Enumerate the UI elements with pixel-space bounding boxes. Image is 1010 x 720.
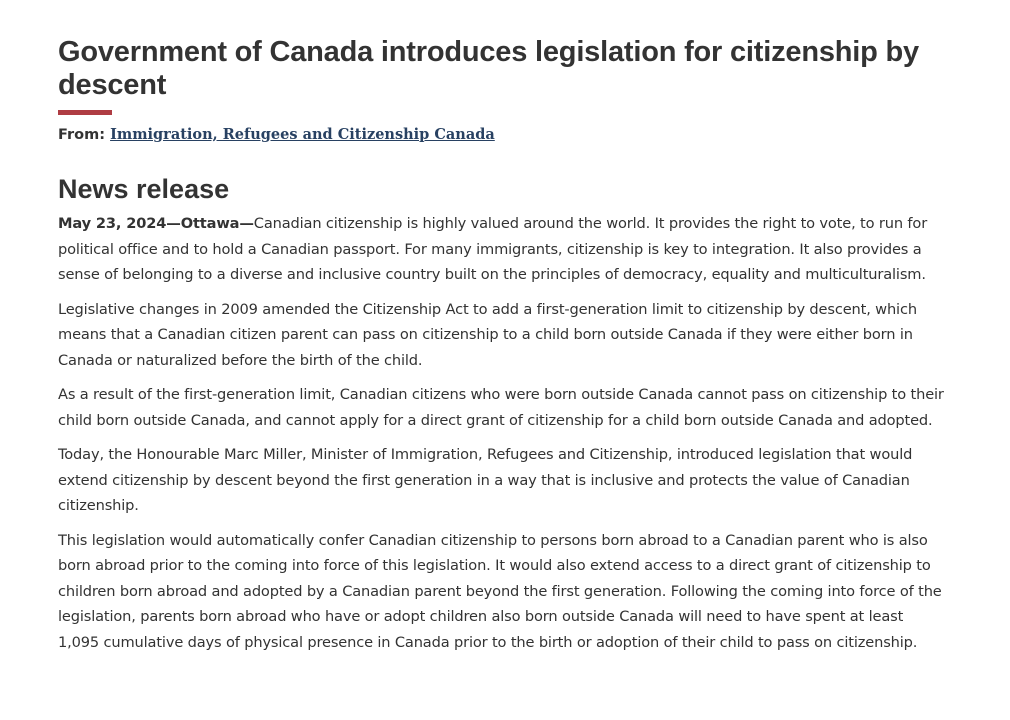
article-body	[58, 211, 948, 655]
paragraph-3: As a result of the first-generation limit, Canadian citizens who were born outside Canada cannot pass on citizenship to their child born outside Canada, and cannot apply for a direct grant of citizenship for a child born outside Canada and adopted.	[58, 386, 944, 429]
from-label: From:	[58, 127, 105, 143]
paragraph-5: This legislation would automatically confer Canadian citizenship to persons born abroad to a Canadian parent who is also born abroad prior to the coming into force of this legislation. It would also extend access to a direct grant of citizenship to children born abroad and adopted by a Canadian parent beyond the first generation. Following the coming into force of the legislation, parents born abroad who have or adopt children also born outside Canada will need to have spent at least 1,095 cumulative days of physical presence in Canada prior to the birth or adoption of their child to pass on citizenship.	[58, 531, 942, 651]
paragraph-4: Today, the Honourable Marc Miller, Minister of Immigration, Refugees and Citizenship, introduced legislation that would extend citizenship by descent beyond the first generation in a way that is inclusive and protects the value of Canadian citizenship.	[58, 446, 913, 514]
dateline: May 23, 2024—Ottawa—	[58, 215, 254, 232]
paragraph-1-text: Canadian citizenship is highly valued around the world. It provides the right to vote, to run for political office and to hold a Canadian passport. For many immigrants, citizenship is key to integration. It also provides a sense of belonging to a diverse and inclusive country built on the principles of democracy, equality and multiculturalism.	[58, 215, 928, 283]
page-title: Government of Canada introduces legislation for citizenship by descent	[58, 36, 919, 101]
title-accent-rule	[58, 110, 112, 115]
section-title: News release	[58, 174, 230, 204]
paragraph-2: Legislative changes in 2009 amended the Citizenship Act to add a first-generation limit to citizenship by descent, which means that a Canadian citizen parent can pass on citizenship to a child born outside Canada if they were either born in Canada or naturalized before the birth of the child.	[58, 300, 917, 369]
paragraph-1	[58, 211, 948, 288]
department-link[interactable]: Immigration, Refugees and Citizenship Canada	[110, 126, 495, 143]
byline	[58, 126, 948, 143]
